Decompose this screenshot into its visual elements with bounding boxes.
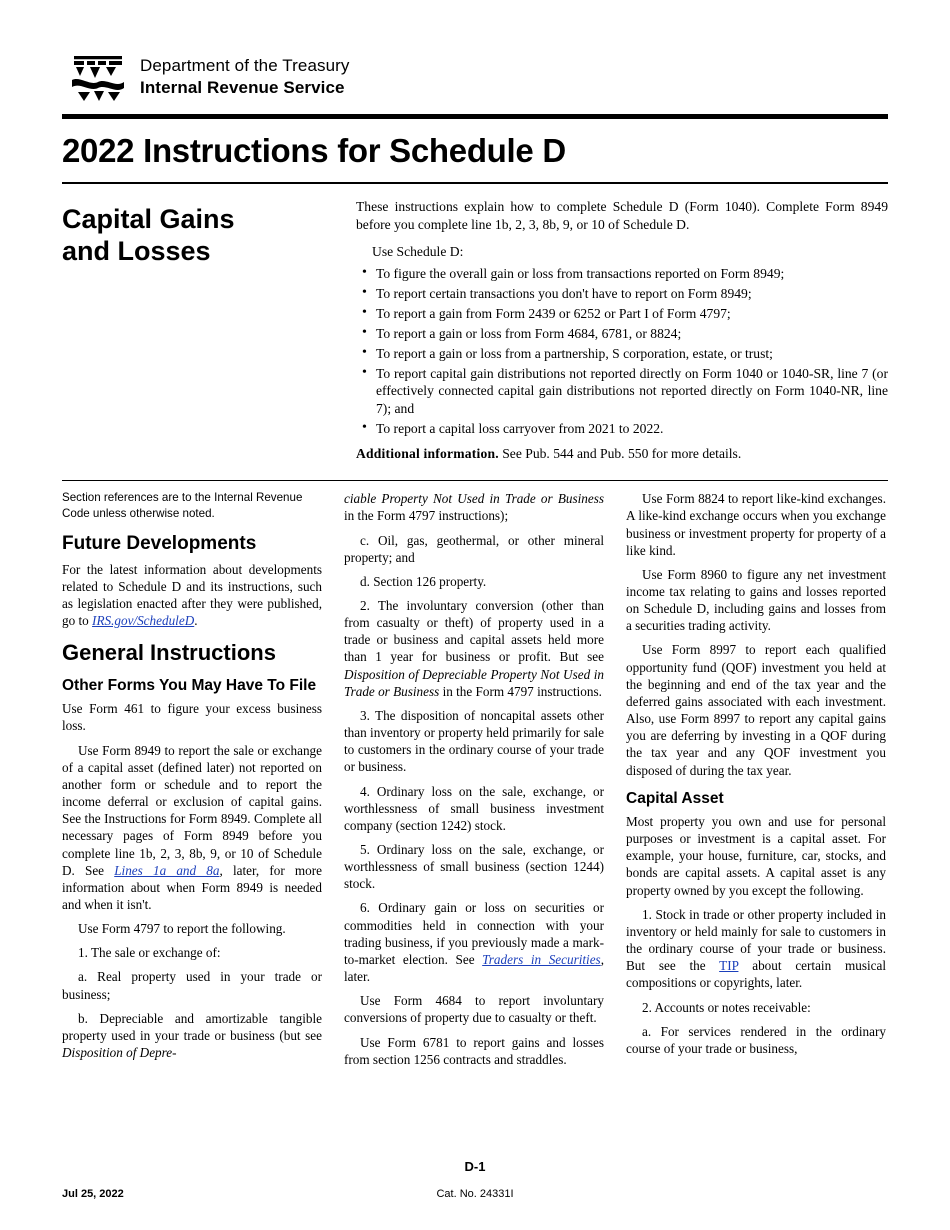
paragraph-continuation-text: in the Form 4797 instructions); xyxy=(344,508,509,524)
paragraph-item-2-text: 2. The involuntary conversion (other than from casualty or theft) of property used in a trade or business and capital assets held more than 1 year for business or profit. But see xyxy=(344,597,604,665)
irs-gov-scheduled-link[interactable]: IRS.gov/ScheduleD xyxy=(92,613,195,629)
tip-link[interactable]: TIP xyxy=(719,958,739,974)
list-item: • To figure the overall gain or loss from transactions reported on Form 8949; xyxy=(356,265,888,283)
paragraph-form-4797: Use Form 4797 to report the following. xyxy=(78,921,286,937)
subject-title: Capital Gains and Losses xyxy=(62,204,235,266)
list-item: • To report certain transactions you don't have to report on Form 8949; xyxy=(356,285,888,303)
paragraph-form-8949-text: Use Form 8949 to report the sale or exchange of a capital asset (defined later) not reported on another form or schedule and to report the income deferral or exclusion of capital gains. See the Instructions for Form 8949. Complete all necessary pages of Form 8949 before you complete line 1b, 2, 3, 8b, 9, or 10 of Schedule D. See xyxy=(62,742,322,878)
lines-1a-8a-link[interactable]: Lines 1a and 8a xyxy=(114,862,220,878)
paragraph-item-6-rest: , later. xyxy=(344,951,604,985)
section-references-note: Section references are to the Internal Revenue Code unless otherwise noted. xyxy=(62,491,303,520)
paragraph-form-4684: Use Form 4684 to report involuntary conversions of property due to casualty or theft. xyxy=(344,993,604,1026)
page-footer xyxy=(62,1159,888,1200)
column-2 xyxy=(344,490,604,1190)
use-schedule-heading: Use Schedule D: xyxy=(372,243,464,259)
additional-information-label: Additional information. xyxy=(356,446,499,462)
paragraph-item-5: 5. Ordinary loss on the sale, exchange, or worthlessness of small business (section 1244) stock. xyxy=(344,842,604,892)
intro-section xyxy=(62,198,888,470)
page-number: D-1 xyxy=(464,1159,486,1174)
body-columns xyxy=(62,490,888,1190)
paragraph-exception-2a: a. For services rendered in the ordinary course of your trade or business, xyxy=(626,1023,886,1056)
list-item: • To report a gain from Form 2439 or 6252 or Part I of Form 4797; xyxy=(356,305,888,323)
traders-in-securities-link[interactable]: Traders in Securities xyxy=(482,951,601,967)
paragraph-item-3: 3. The disposition of noncapital assets other than inventory or property held primarily for sale to customers in the ordinary course of your trade or business. xyxy=(344,707,604,775)
paragraph-item-1d: d. Section 126 property. xyxy=(360,573,487,589)
heading-other-forms: Other Forms You May Have To File xyxy=(62,676,317,694)
paragraph-exception-1-text: 1. Stock in trade or other property included in inventory or held mainly for sale to customers in the ordinary course of your trade or business. But see the xyxy=(626,906,886,974)
paragraph-form-8960: Use Form 8960 to figure any net investment income tax relating to gains and losses reported on Schedule D, including gains and losses from a securities trading activity. xyxy=(626,566,886,634)
paragraph-item-1b-text: b. Depreciable and amortizable tangible property used in your trade or business (but see xyxy=(62,1010,322,1043)
paragraph-item-1c: c. Oil, gas, geothermal, or other mineral property; and xyxy=(344,532,604,565)
paragraph-form-8824: Use Form 8824 to report like-kind exchanges. A like-kind exchange occurs when you exchange business or investment property for property of a like kind. xyxy=(626,491,886,558)
intro-right xyxy=(356,198,888,470)
additional-information xyxy=(356,445,888,463)
additional-information-text: See Pub. 544 and Pub. 550 for more details. xyxy=(498,446,742,462)
paragraph-form-8949 xyxy=(62,742,322,914)
paragraph-item-2-italic: Disposition of Depreciable Property Not Used in Trade or Business xyxy=(344,666,604,699)
paragraph-capital-asset-definition: Most property you own and use for personal purposes or investment is a capital asset. For example, your house, furniture, car, stocks, and bonds are capital assets. A capital asset is any property owned by you except the following. xyxy=(626,813,886,898)
paragraph-item-1: 1. The sale or exchange of: xyxy=(78,945,221,961)
masthead xyxy=(62,0,888,102)
paragraph-form-8997: Use Form 8997 to report each qualified opportunity fund (QOF) investment you held at the beginning and end of the tax year and the deferred gains associated with each investment. Also, use Form 8997 to report any capital gains you are deferring by investing in a QOF during the tax year and any QOF investment you disposed of during the tax year. xyxy=(626,642,886,778)
intro-left xyxy=(62,198,330,470)
paragraph-item-6 xyxy=(344,899,604,985)
irs-eagle-scales-logo xyxy=(70,52,126,102)
paragraph-item-4: 4. Ordinary loss on the sale, exchange, or worthlessness of small business investment company (section 1242) stock. xyxy=(344,783,604,833)
future-developments-text: For the latest information about developments related to Schedule D and its instructions, such as legislation enacted after they were published, go to xyxy=(62,561,322,629)
use-schedule-list xyxy=(356,265,888,438)
header-rule-top xyxy=(62,114,888,119)
department-name: Department of the Treasury xyxy=(140,56,350,76)
agency-name: Internal Revenue Service xyxy=(140,78,345,97)
paragraph-item-2 xyxy=(344,597,604,700)
paragraph-continuation xyxy=(344,490,604,524)
list-item: • To report capital gain distributions not reported directly on Form 1040 or 1040-SR, line 7 (or effectively connected capital gain distributions not reported directly on Form 1040-NR, line 7); and xyxy=(356,365,888,419)
footer-date: Jul 25, 2022 xyxy=(62,1188,124,1200)
intro-lead: These instructions explain how to complete Schedule D (Form 1040). Complete Form 8949 before you complete line 1b, 2, 3, 8b, 9, or 10 of Schedule D. xyxy=(356,199,888,232)
paragraph-form-8949-cont: , later, for more information about when Form 8949 is needed and when it isn't. xyxy=(62,862,322,912)
paragraph-form-461: Use Form 461 to figure your excess business loss. xyxy=(62,701,322,734)
paragraph-exception-1-rest: about certain musical compositions or copyrights, later. xyxy=(626,958,886,991)
future-developments-paragraph xyxy=(62,561,322,630)
paragraph-item-1b xyxy=(62,1010,322,1061)
paragraph-continuation-italic: ciable Property Not Used in Trade or Business xyxy=(344,491,604,507)
paragraph-item-2-rest: in the Form 4797 instructions. xyxy=(439,683,602,699)
paragraph-exception-1 xyxy=(626,906,886,992)
column-3 xyxy=(626,490,886,1190)
future-developments-period: . xyxy=(194,613,198,629)
list-item: • To report a gain or loss from Form 4684, 6781, or 8824; xyxy=(356,325,888,343)
heading-capital-asset: Capital Asset xyxy=(626,789,724,807)
page-title: 2022 Instructions for Schedule D xyxy=(62,132,566,169)
list-item: • To report a gain or loss from a partnership, S corporation, estate, or trust; xyxy=(356,345,888,363)
heading-future-developments: Future Developments xyxy=(62,533,257,555)
column-1 xyxy=(62,490,322,1190)
paragraph-item-6-text: 6. Ordinary gain or loss on securities or commodities held in connection with your trading business, if you previously made a mark-to-market election. See xyxy=(344,900,604,967)
heading-general-instructions: General Instructions xyxy=(62,640,276,666)
footer-catalog-number: Cat. No. 24331I xyxy=(436,1188,514,1200)
paragraph-form-6781: Use Form 6781 to report gains and losses from section 1256 contracts and straddles. xyxy=(344,1034,604,1067)
header-rule-bottom xyxy=(62,182,888,184)
intro-rule xyxy=(62,480,888,481)
paragraph-item-1b-italic: Disposition of Depre- xyxy=(62,1045,177,1061)
list-item: • To report a capital loss carryover from 2021 to 2022. xyxy=(356,420,888,438)
paragraph-exception-2: 2. Accounts or notes receivable: xyxy=(642,999,811,1015)
paragraph-item-1a: a. Real property used in your trade or business; xyxy=(62,969,322,1002)
